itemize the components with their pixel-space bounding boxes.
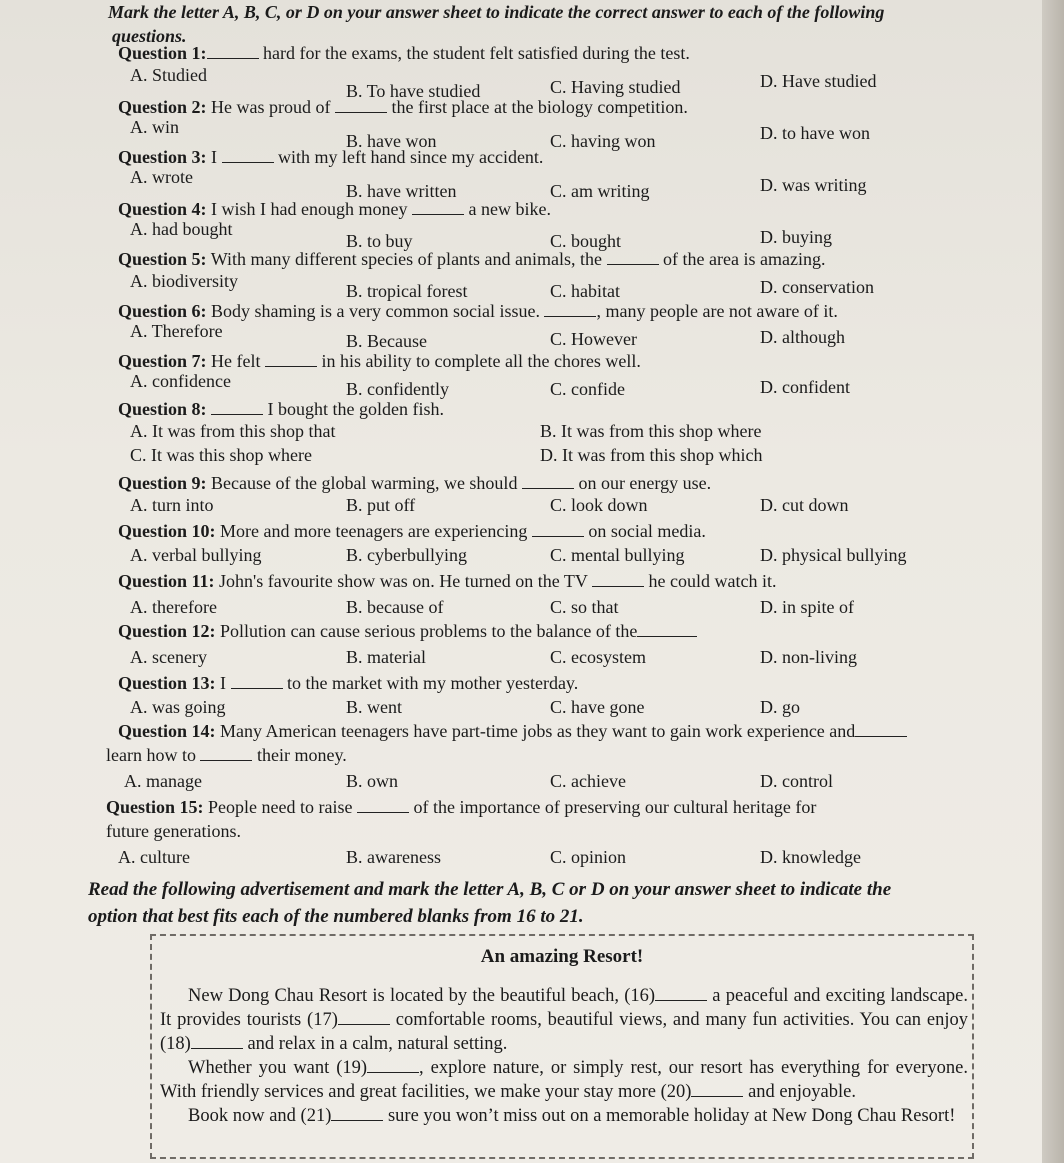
question-label: Question 7: bbox=[118, 351, 207, 371]
question-stem bbox=[118, 720, 907, 742]
option-b[interactable]: B. have won bbox=[346, 131, 437, 151]
option-d[interactable]: D. go bbox=[760, 697, 800, 717]
question-label: Question 4: bbox=[118, 199, 207, 219]
question-stem bbox=[118, 520, 706, 542]
option-c[interactable]: C. confide bbox=[550, 379, 625, 399]
option-a[interactable]: A. scenery bbox=[130, 647, 207, 667]
answer-blank[interactable] bbox=[412, 200, 464, 215]
question-text: People need to raise bbox=[203, 797, 357, 817]
option-b[interactable]: B. have written bbox=[346, 181, 457, 201]
ad-text-segment: a peaceful and exciting landscape. It provides tourists (17) bbox=[160, 986, 968, 1030]
answer-blank[interactable] bbox=[544, 302, 596, 317]
answer-blank[interactable] bbox=[357, 798, 409, 813]
question-text: , many people are not aware of it. bbox=[596, 301, 838, 321]
question-stem bbox=[118, 350, 641, 372]
option-b[interactable]: B. Because bbox=[346, 331, 427, 351]
option-b[interactable]: B. material bbox=[346, 647, 426, 667]
question-text: Pollution can cause serious problems to the balance of the bbox=[215, 621, 638, 641]
question-text: I bbox=[215, 673, 231, 693]
option-b[interactable]: B. tropical forest bbox=[346, 281, 468, 301]
option-d[interactable]: D. in spite of bbox=[760, 597, 854, 617]
option-c[interactable]: C. achieve bbox=[550, 771, 626, 791]
option-b[interactable]: B. It was from this shop where bbox=[540, 421, 762, 441]
option-a[interactable]: A. was going bbox=[130, 697, 226, 717]
section-instructions bbox=[88, 876, 988, 930]
option-a[interactable]: A. therefore bbox=[130, 597, 217, 617]
option-b[interactable]: B. went bbox=[346, 697, 402, 717]
ad-text-segment: comfortable rooms, beautiful views, and many fun activities. You can enjoy (18) bbox=[160, 1010, 969, 1054]
ad-text-segment: Whether you want (19) bbox=[188, 1058, 368, 1078]
question-text: learn how to bbox=[106, 745, 201, 765]
question-stem bbox=[118, 42, 690, 64]
answer-blank-18[interactable] bbox=[191, 1034, 243, 1049]
option-c[interactable]: C. am writing bbox=[550, 181, 650, 201]
question-stem bbox=[118, 398, 444, 420]
option-a[interactable]: A. had bought bbox=[130, 219, 233, 239]
answer-blank[interactable] bbox=[522, 474, 574, 489]
advertisement-title: An amazing Resort! bbox=[480, 946, 644, 967]
option-d[interactable]: D. buying bbox=[760, 227, 832, 247]
question-text: Body shaming is a very common social issue. bbox=[206, 301, 545, 321]
question-stem bbox=[118, 198, 551, 220]
answer-blank[interactable] bbox=[532, 522, 584, 537]
ad-text-segment: and enjoyable. bbox=[743, 1082, 856, 1102]
option-b[interactable]: B. own bbox=[346, 771, 399, 791]
ad-text-segment: and relax in a calm, natural setting. bbox=[242, 1034, 508, 1054]
question-stem bbox=[106, 796, 816, 818]
option-c[interactable]: C. It was this shop where bbox=[130, 445, 312, 465]
question-text: With many different species of plants and animals, the bbox=[206, 249, 607, 269]
instructions-line-1: Mark the letter A, B, C, or D on your answer sheet to indicate the correct answer to each of the following bbox=[108, 2, 885, 22]
question-text: a new bike. bbox=[463, 199, 551, 219]
answer-blank-17[interactable] bbox=[338, 1010, 390, 1025]
question-text: with my left hand since my accident. bbox=[273, 147, 544, 167]
question-label: Question 13: bbox=[118, 673, 216, 693]
option-d[interactable]: D. although bbox=[760, 327, 845, 347]
option-c[interactable]: C. ecosystem bbox=[550, 647, 646, 667]
option-c[interactable]: C. However bbox=[550, 329, 637, 349]
option-a[interactable]: A. win bbox=[130, 117, 179, 137]
option-d[interactable]: D. Have studied bbox=[760, 71, 877, 91]
answer-blank-20[interactable] bbox=[691, 1082, 743, 1097]
question-text: he could watch it. bbox=[644, 571, 777, 591]
answer-blank[interactable] bbox=[222, 148, 274, 163]
question-text: on social media. bbox=[583, 521, 706, 541]
question-text: their money. bbox=[252, 745, 347, 765]
option-d[interactable]: D. non-living bbox=[760, 647, 857, 667]
question-label: Question 14: bbox=[118, 721, 216, 741]
option-d[interactable]: D. It was from this shop which bbox=[540, 445, 763, 465]
option-b[interactable]: B. to buy bbox=[346, 231, 413, 251]
answer-blank[interactable] bbox=[207, 44, 259, 59]
question-text: John's favourite show was on. He turned on the TV bbox=[214, 571, 593, 591]
option-a[interactable]: A. verbal bullying bbox=[130, 545, 262, 565]
question-text: I bbox=[206, 147, 222, 167]
option-a[interactable]: A. wrote bbox=[130, 167, 193, 187]
ad-text-segment: Book now and (21) bbox=[188, 1106, 332, 1126]
question-label: Question 10: bbox=[118, 521, 216, 541]
instructions-line-2: questions. bbox=[112, 26, 187, 46]
option-a[interactable]: A. Studied bbox=[130, 65, 208, 85]
ad-text-segment: New Dong Chau Resort is located by the beautiful beach, (16) bbox=[188, 986, 656, 1006]
option-b[interactable]: B. To have studied bbox=[346, 81, 481, 101]
question-text: of the importance of preserving our cultural heritage for bbox=[408, 797, 817, 817]
answer-blank[interactable] bbox=[211, 400, 263, 415]
option-d[interactable]: D. confident bbox=[760, 377, 850, 397]
question-label: Question 8: bbox=[118, 399, 207, 419]
answer-blank[interactable] bbox=[592, 572, 644, 587]
advertisement-text bbox=[160, 984, 968, 1128]
question-stem bbox=[118, 620, 697, 642]
option-a[interactable]: A. manage bbox=[124, 771, 202, 791]
question-text: Because of the global warming, we should bbox=[206, 473, 522, 493]
option-b[interactable]: B. because of bbox=[346, 597, 444, 617]
question-label: Question 3: bbox=[118, 147, 207, 167]
option-c[interactable]: C. have gone bbox=[550, 697, 645, 717]
instructions bbox=[108, 0, 1012, 48]
answer-blank[interactable] bbox=[855, 722, 907, 737]
question-stem-line-2 bbox=[106, 820, 241, 842]
question-text: the first place at the biology competition. bbox=[387, 97, 688, 117]
page-edge-shadow bbox=[1042, 0, 1064, 1163]
option-c[interactable]: C. so that bbox=[550, 597, 619, 617]
question-text: in his ability to complete all the chores well. bbox=[317, 351, 641, 371]
question-label: Question 11: bbox=[118, 571, 215, 591]
option-d[interactable]: D. conservation bbox=[760, 277, 874, 297]
option-a[interactable]: A. confidence bbox=[130, 371, 231, 391]
answer-blank[interactable] bbox=[335, 98, 387, 113]
option-a[interactable]: A. biodiversity bbox=[130, 271, 238, 291]
question-stem bbox=[118, 672, 578, 694]
question-label: Question 6: bbox=[118, 301, 207, 321]
option-b[interactable]: B. awareness bbox=[346, 847, 441, 867]
question-text: Many American teenagers have part-time jobs as they want to gain work experience and bbox=[215, 721, 856, 741]
option-a[interactable]: A. Therefore bbox=[130, 321, 223, 341]
answer-blank[interactable] bbox=[200, 746, 252, 761]
section-line-2: option that best fits each of the numbered blanks from 16 to 21. bbox=[88, 906, 584, 927]
question-stem bbox=[118, 248, 825, 270]
question-text: hard for the exams, the student felt satisfied during the test. bbox=[258, 43, 690, 63]
answer-blank-16[interactable] bbox=[655, 986, 707, 1001]
option-c[interactable]: C. habitat bbox=[550, 281, 620, 301]
question-label: Question 15: bbox=[106, 797, 204, 817]
question-label: Question 5: bbox=[118, 249, 207, 269]
question-text: I bought the golden fish. bbox=[263, 399, 444, 419]
question-stem bbox=[118, 570, 777, 592]
option-a[interactable]: A. culture bbox=[118, 847, 190, 867]
section-line-1: Read the following advertisement and mark the letter A, B, C or D on your answer sheet to indicate the bbox=[88, 879, 892, 900]
question-stem bbox=[118, 472, 711, 494]
question-label: Question 12: bbox=[118, 621, 216, 641]
option-d[interactable]: D. knowledge bbox=[760, 847, 861, 867]
question-text: of the area is amazing. bbox=[658, 249, 826, 269]
option-a[interactable]: A. turn into bbox=[130, 495, 214, 515]
option-c[interactable]: C. having won bbox=[550, 131, 656, 151]
option-b[interactable]: B. confidently bbox=[346, 379, 449, 399]
option-d[interactable]: D. cut down bbox=[760, 495, 849, 515]
option-b[interactable]: B. cyberbullying bbox=[346, 545, 467, 565]
answer-blank[interactable] bbox=[607, 250, 659, 265]
answer-blank-21[interactable] bbox=[331, 1106, 383, 1121]
question-text: to the market with my mother yesterday. bbox=[282, 673, 579, 693]
ad-text-segment: sure you won’t miss out on a memorable holiday at New Dong Chau Resort! bbox=[383, 1106, 956, 1126]
option-c[interactable]: C. Having studied bbox=[550, 77, 681, 97]
question-text: He felt bbox=[206, 351, 265, 371]
ad-paragraph-2 bbox=[160, 1056, 968, 1104]
option-d[interactable]: D. to have won bbox=[760, 123, 870, 143]
option-c[interactable]: C. mental bullying bbox=[550, 545, 685, 565]
option-b[interactable]: B. put off bbox=[346, 495, 416, 515]
question-stem-line-2 bbox=[106, 744, 347, 766]
option-c[interactable]: C. look down bbox=[550, 495, 648, 515]
question-text: More and more teenagers are experiencing bbox=[215, 521, 532, 541]
option-c[interactable]: C. bought bbox=[550, 231, 622, 251]
question-label: Question 1: bbox=[118, 43, 207, 63]
question-text: I wish I had enough money bbox=[206, 199, 412, 219]
option-d[interactable]: D. control bbox=[760, 771, 833, 791]
option-d[interactable]: D. physical bullying bbox=[760, 545, 907, 565]
answer-blank-19[interactable] bbox=[367, 1058, 419, 1073]
question-stem bbox=[118, 300, 838, 322]
advertisement-box bbox=[150, 934, 974, 1159]
question-stem bbox=[118, 96, 688, 118]
question-stem bbox=[118, 146, 543, 168]
option-c[interactable]: C. opinion bbox=[550, 847, 627, 867]
question-text: future generations. bbox=[106, 821, 241, 841]
ad-paragraph-1 bbox=[160, 984, 968, 1056]
question-text: on our energy use. bbox=[573, 473, 712, 493]
ad-text-segment: , explore nature, or simply rest, our resort has everything for everyone. With friendly services and great facilities, we make your stay more (20) bbox=[160, 1058, 969, 1102]
question-text: He was proud of bbox=[206, 97, 335, 117]
answer-blank[interactable] bbox=[637, 622, 697, 637]
question-label: Question 9: bbox=[118, 473, 207, 493]
option-d[interactable]: D. was writing bbox=[760, 175, 867, 195]
question-label: Question 2: bbox=[118, 97, 207, 117]
ad-paragraph-3 bbox=[160, 1104, 968, 1128]
answer-blank[interactable] bbox=[231, 674, 283, 689]
answer-blank[interactable] bbox=[265, 352, 317, 367]
option-a[interactable]: A. It was from this shop that bbox=[130, 421, 336, 441]
